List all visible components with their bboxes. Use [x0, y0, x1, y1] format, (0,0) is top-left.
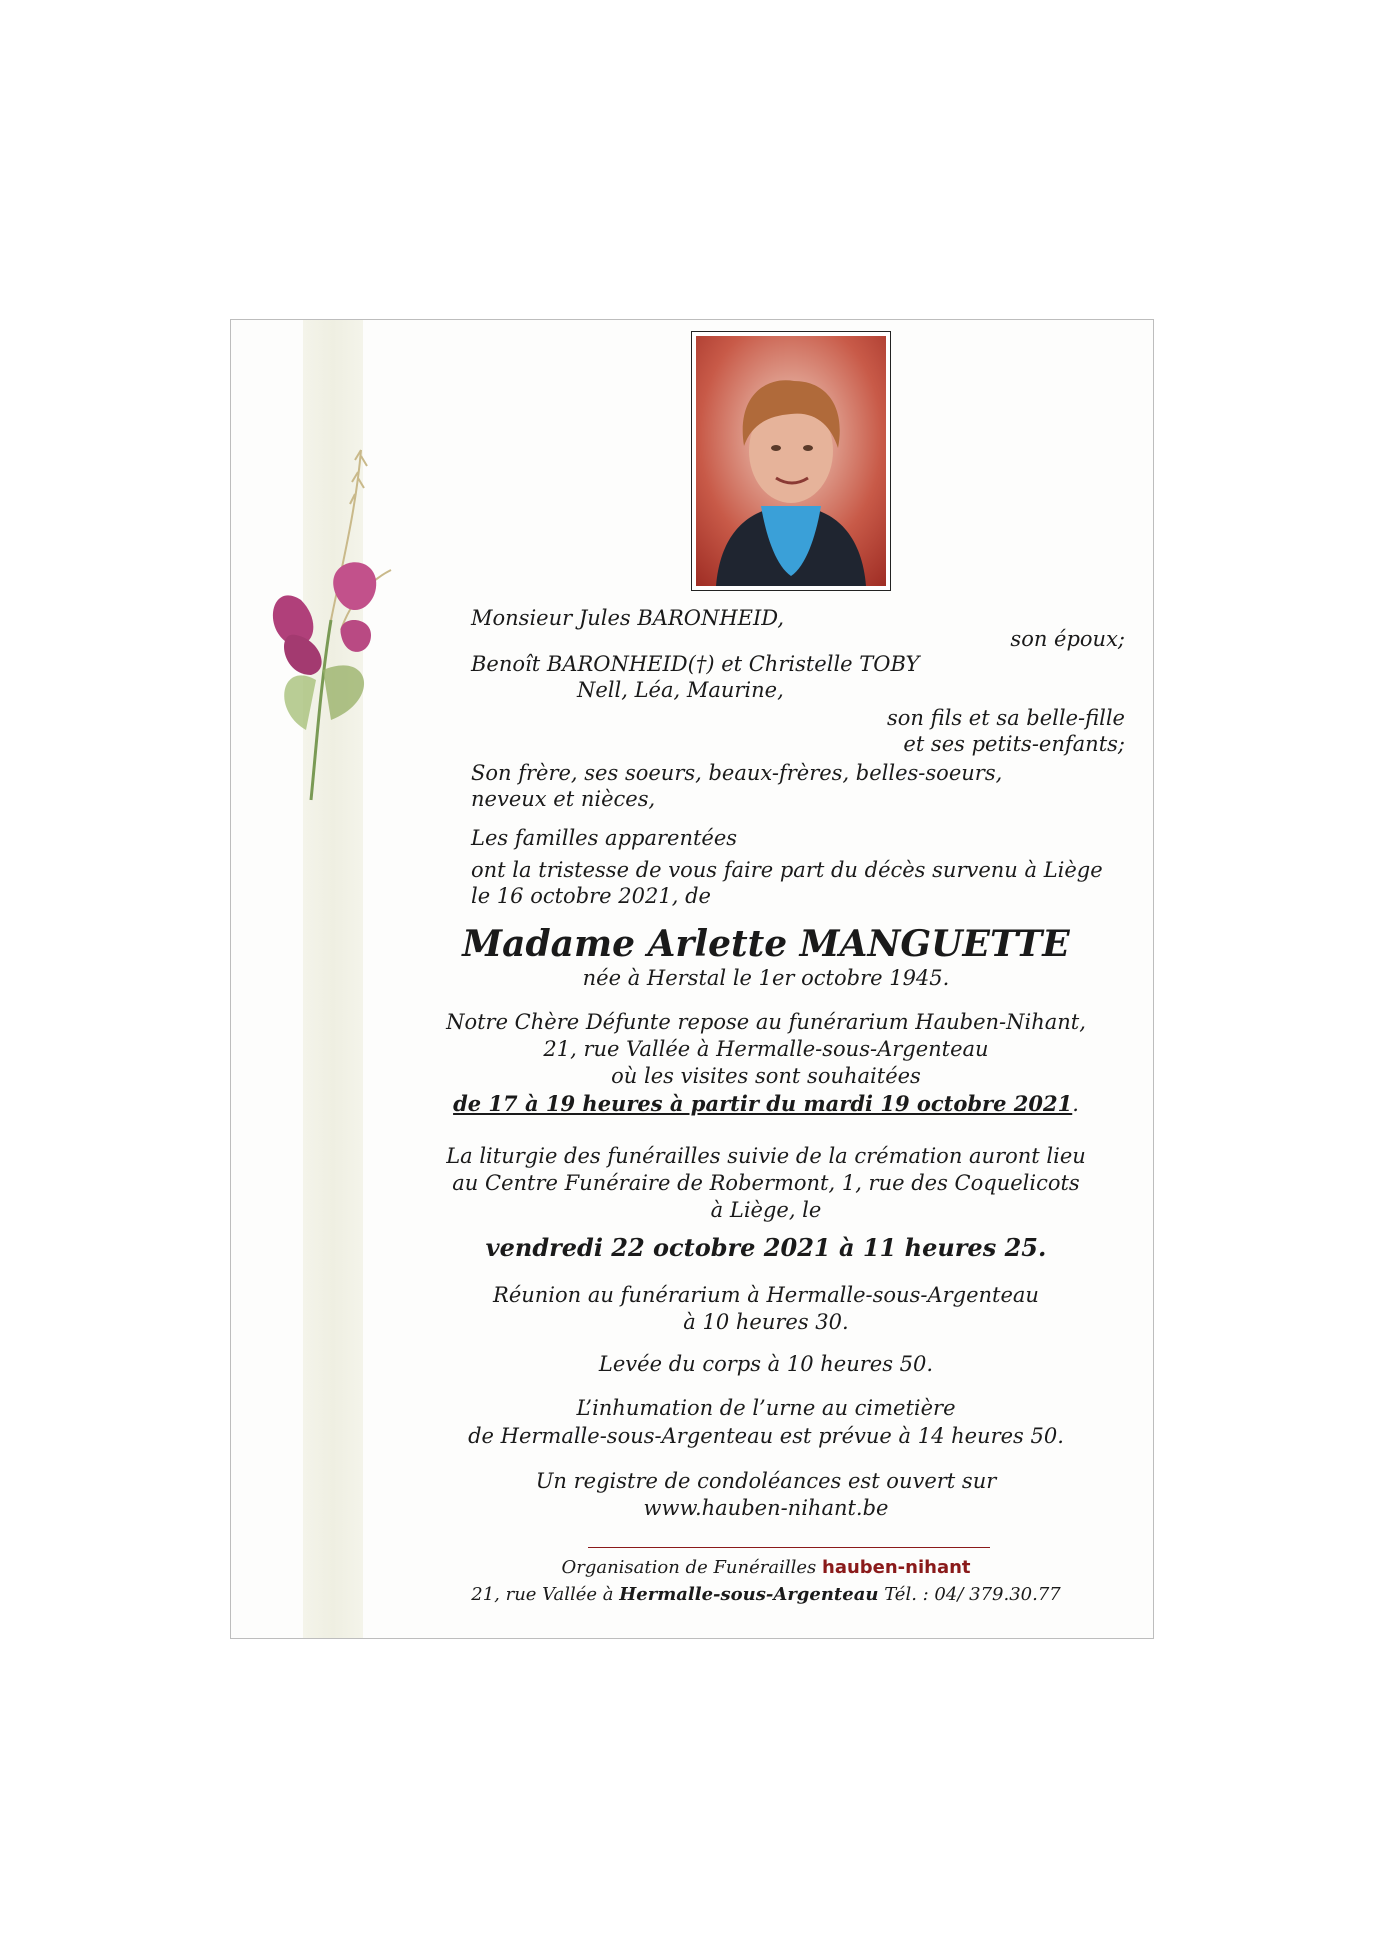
brand-logo: hauben-nihant	[822, 1557, 971, 1578]
meeting-line-1: Réunion au funérarium à Hermalle-sous-Argenteau	[493, 1283, 1039, 1307]
announcement-line: ont la tristesse de vous faire part du décès survenu à Liège	[471, 858, 1103, 882]
son-names: Benoît BARONHEID(†) et Christelle TOBY	[471, 652, 920, 676]
son-role: son fils et sa belle-fille	[886, 706, 1125, 730]
footer-divider	[588, 1547, 990, 1548]
siblings-line: Son frère, ses soeurs, beaux-frères, belles-soeurs,	[471, 761, 1003, 785]
death-date-line: le 16 octobre 2021, de	[471, 884, 711, 908]
footer-phone: Tél. : 04/ 379.30.77	[884, 1584, 1061, 1605]
levee-line: Levée du corps à 10 heures 50.	[598, 1352, 934, 1376]
nephews-line: neveux et nièces,	[471, 787, 656, 811]
husband-role: son époux;	[1010, 627, 1125, 651]
birth-line: née à Herstal le 1er octobre 1945.	[582, 966, 950, 990]
families-line: Les familles apparentées	[471, 826, 738, 850]
burial-line-2: de Hermalle-sous-Argenteau est prévue à 14 heures 50.	[468, 1424, 1064, 1448]
calla-lily-icon	[261, 430, 411, 810]
portrait-photo	[691, 331, 891, 591]
ceremony-date: vendredi 22 octobre 2021 à 11 heures 25.	[485, 1233, 1047, 1262]
footer-org	[441, 1556, 1091, 1580]
registry-line-1: Un registre de condoléances est ouvert sur	[535, 1469, 997, 1493]
deceased-name: Madame Arlette MANGUETTE	[462, 923, 1070, 965]
footer-address-street: 21, rue Vallée à	[471, 1584, 614, 1605]
visits-hours-end: .	[1072, 1092, 1079, 1116]
visits-line-2: 21, rue Vallée à Hermalle-sous-Argenteau	[543, 1037, 989, 1061]
meeting-line-2: à 10 heures 30.	[683, 1310, 849, 1334]
footer-address	[441, 1583, 1091, 1607]
husband-name: Monsieur Jules BARONHEID,	[471, 606, 785, 630]
ceremony-line-1: La liturgie des funérailles suivie de la crémation auront lieu	[446, 1144, 1086, 1168]
registry-url[interactable]: www.hauben-nihant.be	[643, 1496, 889, 1520]
grandchildren-role: et ses petits-enfants;	[903, 732, 1125, 756]
visits-line-3: où les visites sont souhaitées	[611, 1064, 921, 1088]
grandchildren-names: Nell, Léa, Maurine,	[577, 678, 784, 702]
visits-hours-text: de 17 à 19 heures à partir du mardi 19 octobre 2021	[453, 1091, 1073, 1116]
visits-hours	[441, 1090, 1091, 1118]
visits-line-1: Notre Chère Défunte repose au funérarium Hauben-Nihant,	[446, 1010, 1086, 1034]
death-notice-card	[230, 319, 1154, 1639]
ceremony-line-2: au Centre Funéraire de Robermont, 1, rue des Coquelicots	[452, 1171, 1080, 1195]
footer-org-text: Organisation de Funérailles	[561, 1557, 817, 1578]
footer-address-city: Hermalle-sous-Argenteau	[619, 1584, 879, 1605]
burial-line-1: L’inhumation de l’urne au cimetière	[576, 1396, 956, 1420]
ceremony-line-3: à Liège, le	[710, 1198, 822, 1222]
